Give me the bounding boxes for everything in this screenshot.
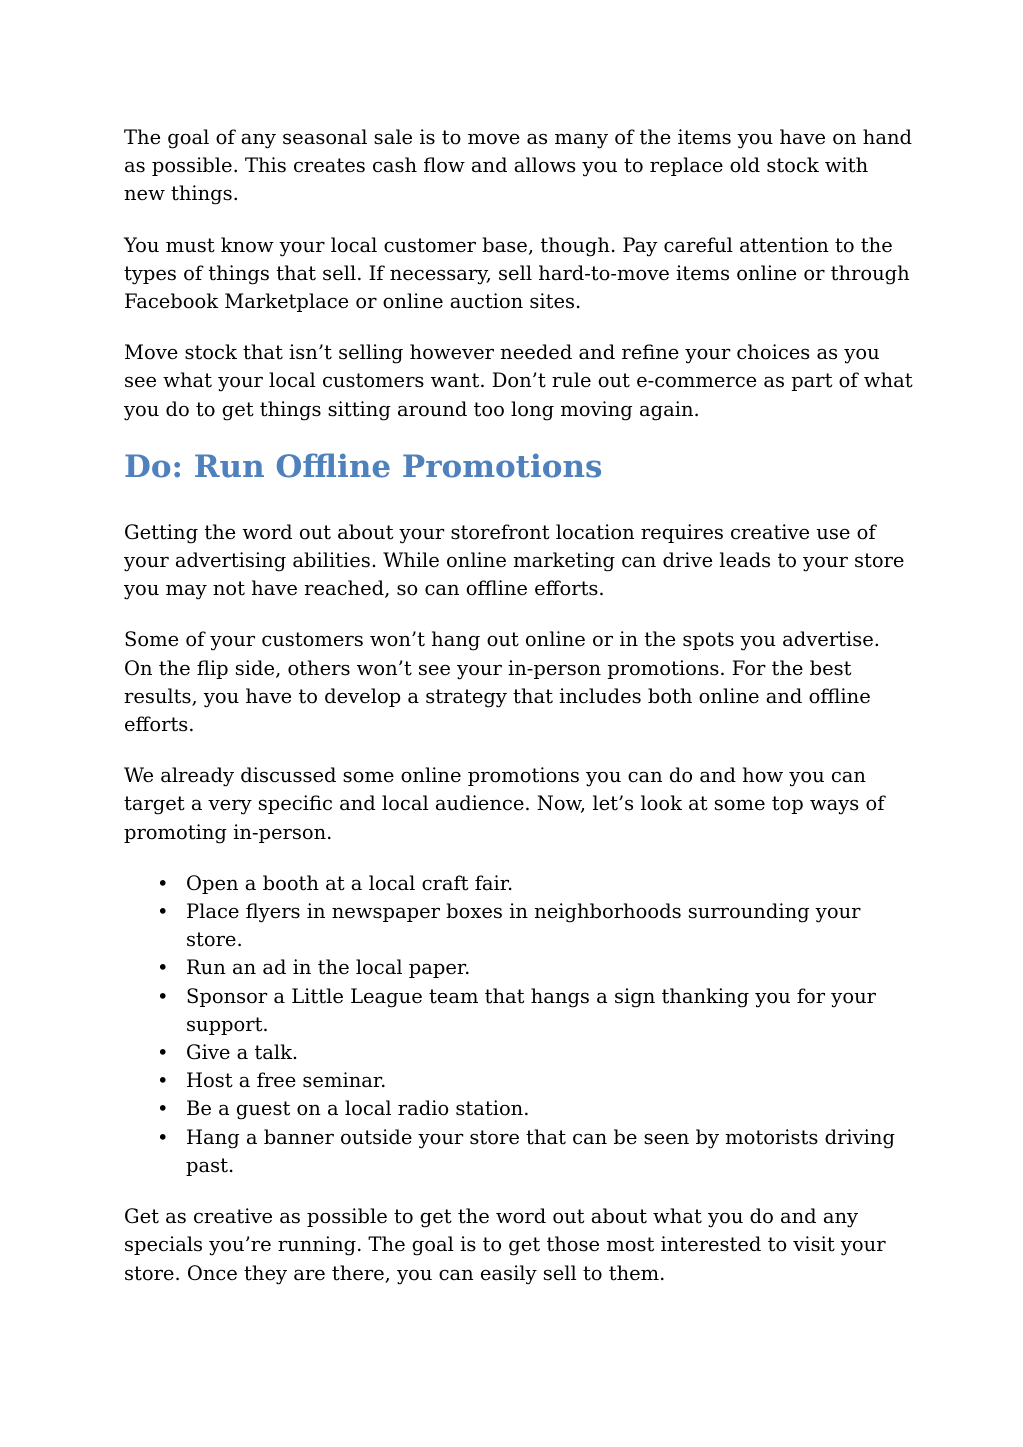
list-item (157, 1124, 914, 1180)
list-item (157, 954, 914, 982)
bullet-icon: • (157, 900, 169, 924)
list-item-text: Open a booth at a local craft fair. (186, 871, 514, 895)
list-item (157, 983, 914, 1039)
body-paragraph: We already discussed some online promotions you can do and how you can target a very specific and local audience. Now, let’s look at some top ways of promoting in-person. (124, 764, 885, 844)
bullet-icon: • (157, 1125, 169, 1149)
list-item-text: Sponsor a Little League team that hangs a sign thanking you for your support. (186, 984, 876, 1036)
list-item (157, 1039, 914, 1067)
list-item-text: Give a talk. (186, 1041, 299, 1065)
promotion-list (124, 870, 914, 1180)
list-item (157, 898, 914, 954)
bullet-icon: • (157, 984, 169, 1008)
bullet-icon: • (157, 956, 169, 980)
body-paragraph: The goal of any seasonal sale is to move as many of the items you have on hand as possible. This creates cash flow and allows you to replace old stock with new things. (124, 126, 912, 206)
list-item (157, 870, 914, 898)
bullet-icon: • (157, 1069, 169, 1093)
list-item (157, 1095, 914, 1123)
list-item-text: Hang a banner outside your store that can be seen by motorists driving past. (186, 1125, 895, 1177)
list-item-text: Host a free seminar. (186, 1069, 387, 1093)
body-paragraph: Move stock that isn’t selling however needed and refine your choices as you see what your local customers want. Don’t rule out e-commerce as part of what you do to get things sitting around too long moving again. (124, 341, 913, 421)
list-item (157, 1067, 914, 1095)
list-item-text: Place flyers in newspaper boxes in neighborhoods surrounding your store. (186, 900, 861, 952)
body-paragraph: You must know your local customer base, though. Pay careful attention to the types of things that sell. If necessary, sell hard-to-move items online or through Facebook Marketplace or online auction sites. (124, 233, 910, 314)
body-paragraph: Getting the word out about your storefront location requires creative use of your advertising abilities. While online marketing can drive leads to your store you may not have reached, so can offline efforts. (124, 520, 905, 601)
body-paragraph: Some of your customers won’t hang out online or in the spots you advertise. On the flip side, others won’t see your in-person promotions. For the best results, you have to develop a strategy that includes both online and offline efforts. (124, 628, 880, 737)
bullet-icon: • (157, 1041, 169, 1065)
section-heading: Do: Run Offline Promotions (124, 448, 603, 485)
list-item-text: Run an ad in the local paper. (186, 956, 471, 980)
bullet-icon: • (157, 871, 169, 895)
document-page (124, 124, 914, 1311)
bullet-icon: • (157, 1097, 169, 1121)
closing-paragraph: Get as creative as possible to get the word out about what you do and any specials you’re running. The goal is to get those most interested to visit your store. Once they are there, you can easily sell to them. (124, 1205, 886, 1285)
list-item-text: Be a guest on a local radio station. (186, 1097, 530, 1121)
